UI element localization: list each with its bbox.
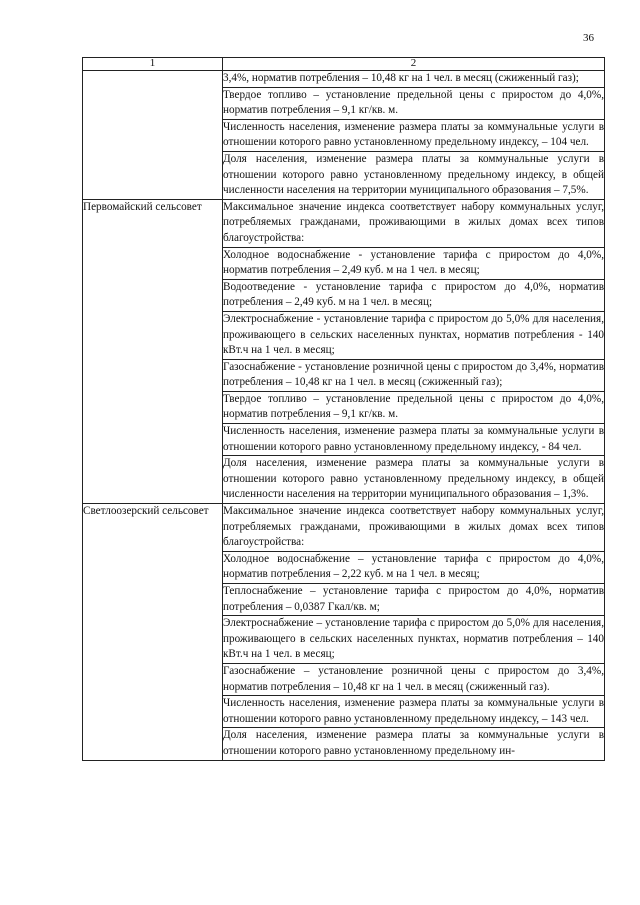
table-row <box>83 504 605 761</box>
municipality-name <box>83 71 223 200</box>
indicator-paragraph: Максимальное значение индекса соответствует набору коммунальных услуг, потребляемых гражданами, проживающими в жилых домах всех типов благоустройства: <box>223 200 604 244</box>
indicator-cell <box>223 71 605 200</box>
municipality-name: Светлоозерский сельсовет <box>83 504 223 761</box>
indicator-cell <box>223 504 605 761</box>
indicator-paragraph: Доля населения, изменение размера платы за коммунальные услуги в отношении которого равно установленному предельному ин- <box>223 727 604 759</box>
indicator-paragraph: Электроснабжение – установление тарифа с приростом до 5,0% для населения, проживающего в сельских населенных пунктах, норматив потребления – 140 кВт.ч на 1 чел. в месяц; <box>223 615 604 663</box>
indicator-paragraph: Численность населения, изменение размера платы за коммунальные услуги в отношении которого равно установленному предельному индексу, - 84 чел. <box>223 423 604 455</box>
table-row <box>83 71 605 200</box>
page-number: 36 <box>583 32 594 44</box>
indicator-paragraph: Доля населения, изменение размера платы за коммунальные услуги в отношении которого равно установленному предельному индексу, в общей численности населения на территории муниципального образования – 7,5%. <box>223 151 604 199</box>
table-row <box>83 199 605 503</box>
indicator-paragraph: Твердое топливо – установление предельной цены с приростом до 4,0%, норматив потребления – 9,1 кг/кв. м. <box>223 87 604 119</box>
municipal-index-table <box>82 57 605 761</box>
indicator-paragraph: Теплоснабжение – установление тарифа с приростом до 4,0%, норматив потребления – 0,0387 Гкал/кв. м; <box>223 583 604 615</box>
indicator-paragraph: Газоснабжение – установление розничной цены с приростом до 3,4%, норматив потребления – 10,48 кг на 1 чел. в месяц (сжиженный газ). <box>223 663 604 695</box>
indicator-paragraph: Твердое топливо – установление предельной цены с приростом до 4,0%, норматив потребления – 9,1 кг/кв. м. <box>223 391 604 423</box>
indicator-paragraph: Максимальное значение индекса соответствует набору коммунальных услуг, потребляемых гражданами, проживающими в жилых домах всех типов благоустройства: <box>223 505 604 549</box>
indicator-paragraph: Доля населения, изменение размера платы за коммунальные услуги в отношении которого равно установленному предельному индексу, в общей численности населения на территории муниципального образования – 1,3%. <box>223 455 604 503</box>
indicator-paragraph: Водоотведение - установление тарифа с приростом до 4,0%, норматив потребления – 2,49 куб. м на 1 чел. в месяц; <box>223 279 604 311</box>
municipality-name: Первомайский сельсовет <box>83 199 223 503</box>
indicator-paragraph: Численность населения, изменение размера платы за коммунальные услуги в отношении которого равно установленному предельному индексу, – 143 чел. <box>223 695 604 727</box>
indicator-paragraph: Холодное водоснабжение – установление тарифа с приростом до 4,0%, норматив потребления – 2,22 куб. м на 1 чел. в месяц; <box>223 551 604 583</box>
indicator-paragraph: Газоснабжение - установление розничной цены с приростом до 3,4%, норматив потребления – 10,48 кг на 1 чел. в месяц (сжиженный газ); <box>223 359 604 391</box>
table-header-row <box>83 58 605 71</box>
indicator-cell <box>223 199 605 503</box>
column-header-1: 1 <box>83 58 223 71</box>
indicator-paragraph: Холодное водоснабжение - установление тарифа с приростом до 4,0%, норматив потребления – 2,49 куб. м на 1 чел. в месяц; <box>223 247 604 279</box>
column-header-2: 2 <box>223 58 605 71</box>
indicator-paragraph: Электроснабжение - установление тарифа с приростом до 5,0% для населения, проживающего в сельских населенных пунктах, норматив потребления - 140 кВт.ч на 1 чел. в месяц; <box>223 311 604 359</box>
indicator-paragraph: Численность населения, изменение размера платы за коммунальные услуги в отношении которого равно установленному предельному индексу, – 104 чел. <box>223 119 604 151</box>
indicator-paragraph: 3,4%, норматив потребления – 10,48 кг на 1 чел. в месяц (сжиженный газ); <box>223 72 579 84</box>
